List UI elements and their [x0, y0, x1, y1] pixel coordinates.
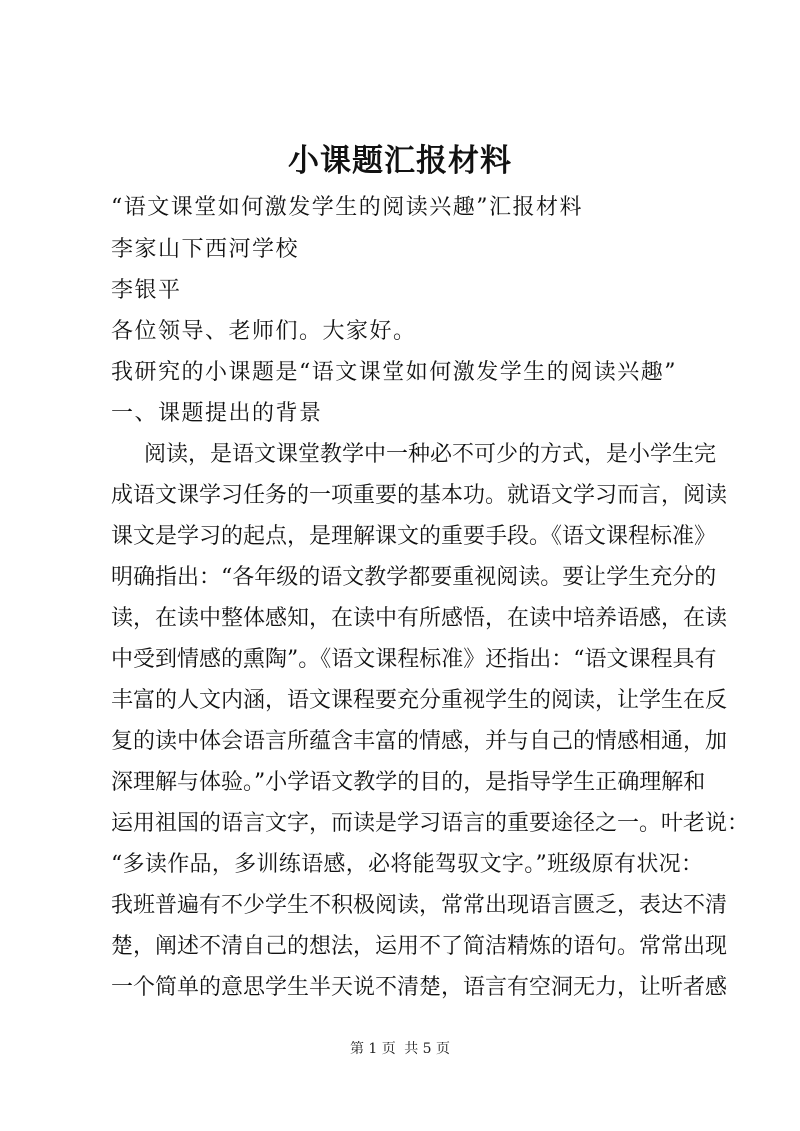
paragraph-line: 运用祖国的语言文字，而读是学习语言的重要途径之一。叶老说： [111, 811, 750, 836]
paragraph-line: “多读作品，多训练语感，必将能驾驭文字。”班级原有状况： [111, 852, 703, 877]
document-title: 小课题汇报材料 [288, 143, 512, 179]
document-subtitle: “语文课堂如何激发学生的阅读兴趣”汇报材料 [111, 195, 583, 220]
topic-intro: 我研究的小课题是“语文课堂如何激发学生的阅读兴趣” [111, 360, 677, 385]
greeting-text: 各位领导、老师们。大家好。 [111, 319, 417, 344]
page-number: 第 1 页 [349, 1041, 396, 1057]
paragraph-line: 课文是学习的起点，是理解课文的重要手段。《语文课程标准》 [111, 524, 717, 549]
page-total: 共 5 页 [404, 1041, 451, 1057]
paragraph-line: 我班普遍有不少学生不积极阅读，常常出现语言匮乏，表达不清 [111, 893, 728, 918]
paragraph-line: 一个简单的意思学生半天说不清楚，语言有空洞无力，让听者感 [111, 975, 728, 1000]
author-name: 李银平 [111, 278, 182, 303]
paragraph-line: 深理解与体验。”小学语文教学的目的，是指导学生正确理解和 [111, 770, 706, 795]
school-name: 李家山下西河学校 [111, 237, 300, 262]
paragraph-line: 成语文课学习任务的一项重要的基本功。就语文学习而言，阅读 [111, 483, 728, 508]
section-heading: 一、课题提出的背景 [111, 401, 323, 426]
paragraph-line: 中受到情感的熏陶”。《语文课程标准》还指出：“语文课程具有 [111, 647, 717, 672]
paragraph-line: 读，在读中整体感知，在读中有所感悟，在读中培养语感，在读 [111, 606, 728, 631]
page-footer [0, 1039, 800, 1059]
paragraph-line: 楚，阐述不清自己的想法，运用不了简洁精炼的语句。常常出现 [111, 934, 728, 959]
paragraph-line: 明确指出：“各年级的语文教学都要重视阅读。要让学生充分的 [111, 565, 717, 590]
paragraph-line: 丰富的人文内涵，语文课程要充分重视学生的阅读，让学生在反 [111, 688, 728, 713]
paragraph-line: 复的读中体会语言所蕴含丰富的情感，并与自己的情感相通，加 [111, 729, 728, 754]
paragraph-line: 阅读，是语文课堂教学中一种必不可少的方式，是小学生完 [144, 442, 717, 467]
